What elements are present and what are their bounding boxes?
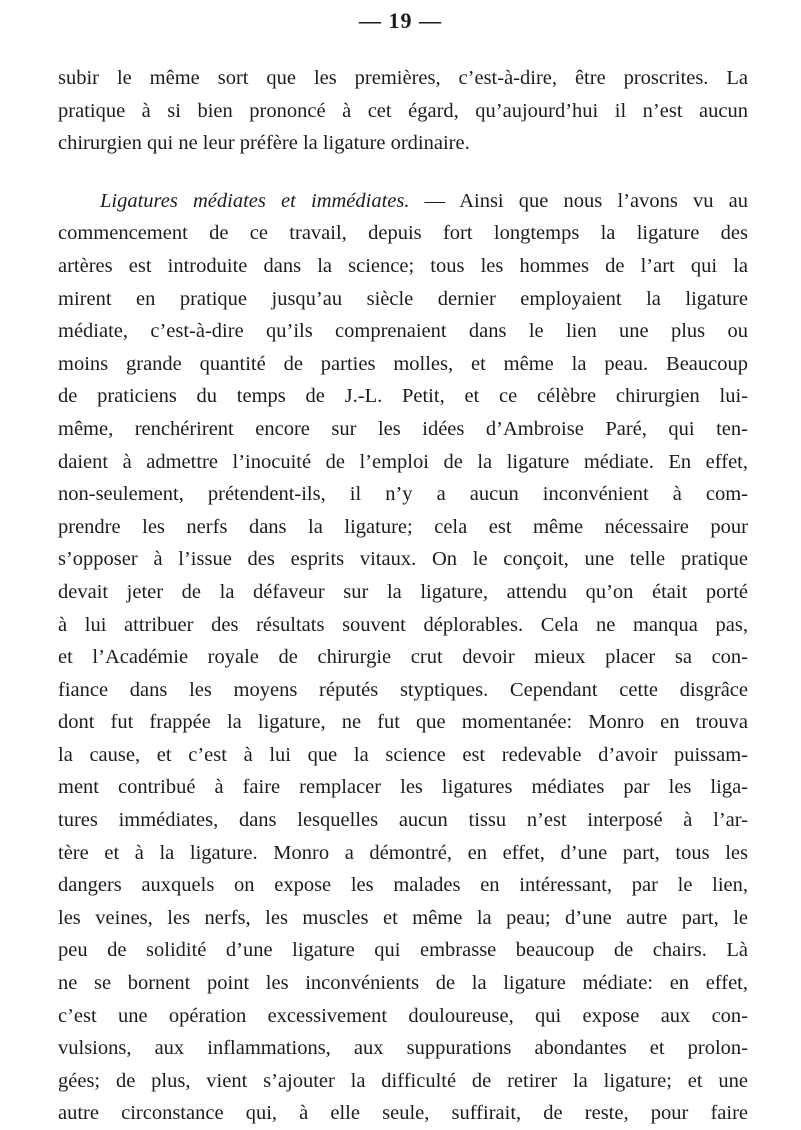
text-line: pratique à si bien prononcé à cet égard, qu’aujourd’hui il n’est aucun bbox=[58, 99, 748, 122]
text-line: s’opposer à l’issue des esprits vitaux. On le conçoit, une telle pratique bbox=[58, 548, 748, 571]
paragraph-gap bbox=[58, 160, 748, 185]
text-line: fiance dans les moyens réputés styptiques. Cependant cette disgrâce bbox=[58, 678, 748, 701]
text-line: daient à admettre l’inocuité de l’emploi de la ligature médiate. En effet, bbox=[58, 450, 748, 473]
text-line: devait jeter de la défaveur sur la ligature, attendu qu’on était porté bbox=[58, 580, 748, 603]
text-line: la cause, et c’est à lui que la science est redevable d’avoir puissam- bbox=[58, 743, 748, 766]
text-line: dangers auxquels on expose les malades en intéressant, par le lien, bbox=[58, 874, 748, 897]
section-heading: Ligatures médiates et immédiates. bbox=[100, 189, 410, 212]
text-line: tère et à la ligature. Monro a démontré, en effet, d’une part, tous les bbox=[58, 841, 748, 864]
text-line: non-seulement, prétendent-ils, il n’y a aucun inconvénient à com- bbox=[58, 483, 748, 506]
text-line: gées; de plus, vient s’ajouter la difficulté de retirer la ligature; et une bbox=[58, 1069, 748, 1092]
text-line: ment contribué à faire remplacer les ligatures médiates par les liga- bbox=[58, 776, 748, 799]
text-line: les veines, les nerfs, les muscles et même la peau; d’une autre part, le bbox=[58, 906, 748, 929]
body-text bbox=[58, 62, 748, 1130]
text-line: commencement de ce travail, depuis fort longtemps la ligature des bbox=[58, 222, 748, 245]
paragraph-2 bbox=[58, 185, 748, 1130]
text-line: c’est une opération excessivement douloureuse, qui expose aux con- bbox=[58, 1004, 748, 1027]
text-line: subir le même sort que les premières, c’est-à-dire, être proscrites. La bbox=[58, 67, 748, 89]
text-line: vulsions, aux inflammations, aux suppurations abondantes et prolon- bbox=[58, 1037, 748, 1060]
text-line: mirent en pratique jusqu’au siècle dernier employaient la ligature bbox=[58, 287, 748, 310]
text-line: et l’Académie royale de chirurgie crut devoir mieux placer sa con- bbox=[58, 646, 748, 669]
text-line: à lui attribuer des résultats souvent déplorables. Cela ne manqua pas, bbox=[58, 613, 748, 636]
text-line: peu de solidité d’une ligature qui embrasse beaucoup de chairs. Là bbox=[58, 939, 748, 962]
text-line: prendre les nerfs dans la ligature; cela est même nécessaire pour bbox=[58, 515, 748, 538]
text-line: tures immédiates, dans lesquelles aucun tissu n’est interposé à l’ar- bbox=[58, 809, 748, 832]
text-line: ne se bornent point les inconvénients de la ligature médiate: en effet, bbox=[58, 972, 748, 995]
heading-continuation: — Ainsi que nous l’avons vu au bbox=[409, 189, 748, 212]
text-line: autre circonstance qui, à elle seule, suffirait, de reste, pour faire bbox=[58, 1102, 748, 1125]
text-line: de praticiens du temps de J.-L. Petit, et ce célèbre chirurgien lui- bbox=[58, 385, 748, 408]
text-line: même, renchérirent encore sur les idées d’Ambroise Paré, qui ten- bbox=[58, 417, 748, 440]
text-line: chirurgien qui ne leur préfère la ligature ordinaire. bbox=[58, 132, 470, 155]
text-line: dont fut frappée la ligature, ne fut que momentanée: Monro en trouva bbox=[58, 711, 748, 734]
paragraph-1 bbox=[58, 62, 748, 160]
text-line-heading bbox=[58, 185, 748, 218]
text-line: moins grande quantité de parties molles, et même la peau. Beaucoup bbox=[58, 352, 748, 375]
page-number: — 19 — bbox=[359, 8, 442, 33]
text-line: médiate, c’est-à-dire qu’ils comprenaient dans le lien une plus ou bbox=[58, 320, 748, 343]
text-line: artères est introduite dans la science; tous les hommes de l’art qui la bbox=[58, 254, 748, 277]
